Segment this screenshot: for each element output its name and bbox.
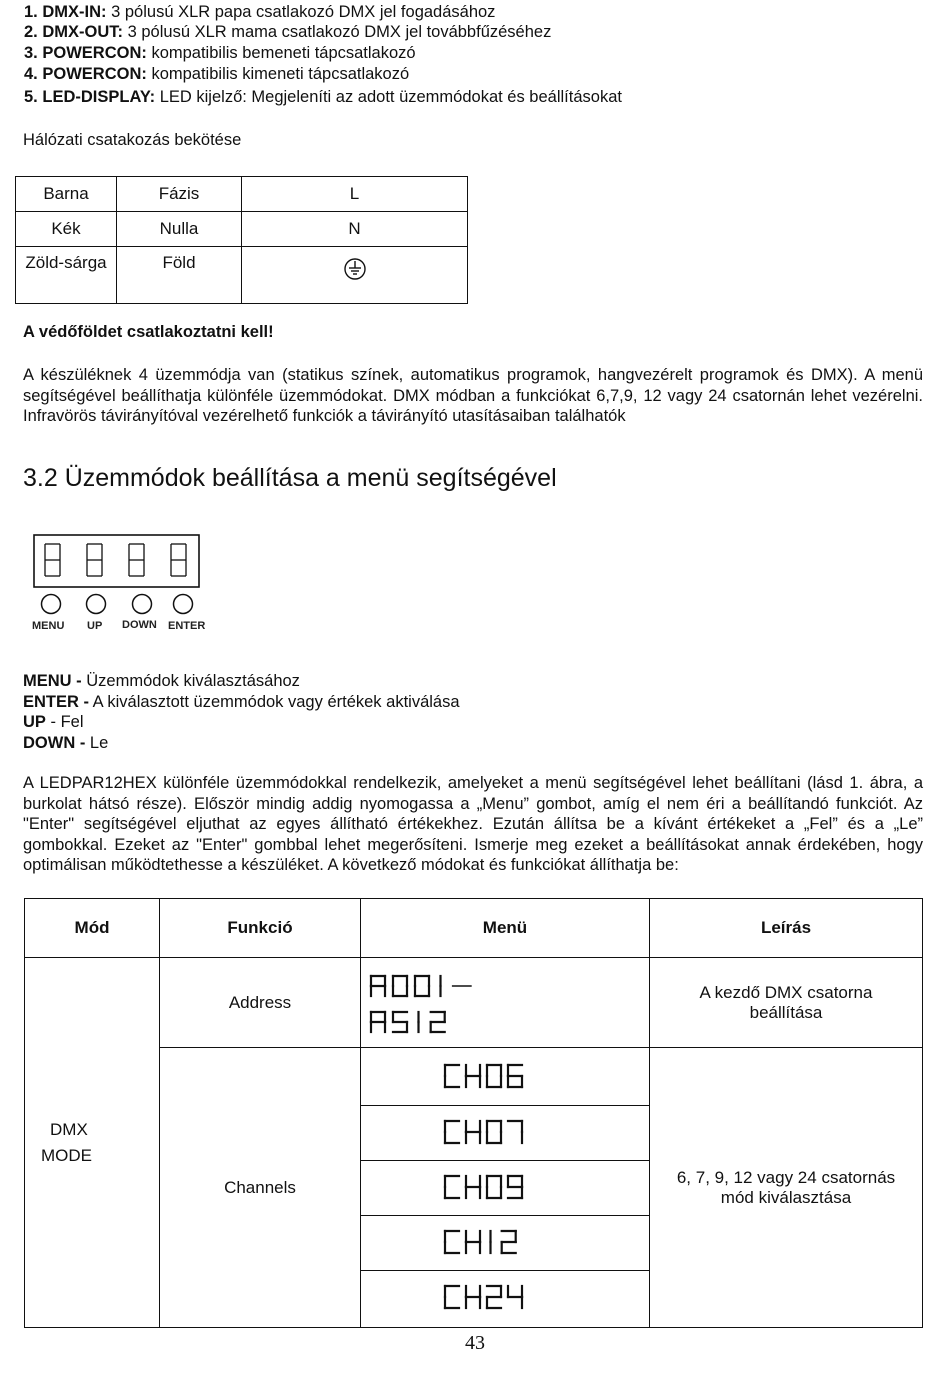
earth-icon bbox=[343, 257, 367, 281]
function-address: Address bbox=[160, 958, 361, 1048]
header-menu: Menü bbox=[361, 899, 650, 958]
channel-code-display bbox=[441, 1216, 551, 1268]
down-label: DOWN bbox=[122, 619, 157, 631]
definition-enter: ENTER - A kiválasztott üzemmódok vagy értékek aktiválása bbox=[23, 692, 460, 711]
segment-char bbox=[466, 1065, 480, 1087]
segment-char bbox=[393, 976, 407, 996]
function-channels: Channels bbox=[160, 1048, 361, 1328]
mode-table bbox=[24, 898, 923, 1328]
channels-menu-cell bbox=[361, 1048, 650, 1328]
button-row bbox=[36, 592, 211, 618]
wire-symbol: L bbox=[242, 177, 468, 212]
channel-code-display bbox=[441, 1106, 551, 1158]
mode-cell bbox=[25, 958, 160, 1328]
channels-description: 6, 7, 9, 12 vagy 24 csatornás mód kiválasztása bbox=[650, 1048, 923, 1328]
address-description: A kezdő DMX csatorna beállítása bbox=[650, 958, 923, 1048]
wire-color: Kék bbox=[16, 212, 117, 247]
wire-color: Barna bbox=[16, 177, 117, 212]
segment-char bbox=[508, 1286, 522, 1308]
header-function: Funkció bbox=[160, 899, 361, 958]
connector-item-1: 1. DMX-IN: 3 pólusú XLR papa csatlakozó DMX jel fogadásához bbox=[24, 3, 496, 21]
segment-char bbox=[466, 1286, 480, 1308]
connector-item-4: 4. POWERCON: kompatibilis kimeneti tápcsatlakozó bbox=[24, 65, 410, 83]
enter-label: ENTER bbox=[168, 620, 206, 632]
definition-up: UP - Fel bbox=[23, 713, 84, 731]
mode-name-line2: MODE bbox=[41, 1145, 92, 1165]
header-description: Leírás bbox=[650, 899, 923, 958]
connector-item-2: 2. DMX-OUT: 3 pólusú XLR mama csatlakozó DMX jel továbbfűzéséhez bbox=[24, 23, 552, 41]
segment-char bbox=[371, 1012, 385, 1032]
connector-item-3: 3. POWERCON: kompatibilis bemeneti tápcsatlakozó bbox=[24, 44, 416, 62]
down-button[interactable] bbox=[133, 595, 152, 614]
segment-char bbox=[508, 1121, 522, 1143]
intro-paragraph: A készüléknek 4 üzemmódja van (statikus színek, automatikus programok, hangvezérelt programok és DMX). A menü segítségével beállíthatja különféle üzemmódokat. DMX módban a funkciókat 6,7,9, 12 vagy 24 csatornán lehet vezérelni. Infravörös távirányítóval vezérelhető funkciók a távirányító utasításaiban találhatók bbox=[23, 366, 923, 425]
segment-char bbox=[466, 1121, 480, 1143]
channel-code-display bbox=[441, 1271, 551, 1323]
wire-symbol: N bbox=[242, 212, 468, 247]
up-label: UP bbox=[87, 620, 103, 632]
wiring-row bbox=[16, 247, 468, 304]
segment-char bbox=[445, 1286, 459, 1308]
body-paragraph: A LEDPAR12HEX különféle üzemmódokkal rendelkezik, amelyeket a menü segítségével lehet beállítani (lásd 1. ábra, a burkolat hátsó része). Először mindig addig nyomogassa a „Menu” gombot, amíg el nem éri a beállítandó funkciót. Az "Enter" segítségével eljuthat az egyes állítható értékekhez. Ezután állítsa be a kívánt értékeket a „Fel” és a „Le” gombokkal. Ezeket az "Enter" gombbal lehet megerősíteni. Ismerje meg ezeket a beállításokat annak érdekében, hogy optimálisan működtethesse a készüléket. A következő módokat és funkciókat állíthatja be: bbox=[23, 774, 923, 874]
wire-role: Nulla bbox=[117, 212, 242, 247]
address-menu-display bbox=[367, 963, 507, 1043]
segment-char bbox=[466, 1231, 480, 1253]
channel-option bbox=[361, 1105, 649, 1160]
channel-option bbox=[361, 1050, 649, 1105]
mode-name-line1: DMX bbox=[50, 1119, 88, 1139]
wire-role: Föld bbox=[117, 247, 242, 304]
segment-char bbox=[487, 1176, 501, 1198]
segment-char bbox=[466, 1176, 480, 1198]
network-title: Hálózati csatakozás bekötése bbox=[23, 131, 242, 149]
up-button[interactable] bbox=[87, 595, 106, 614]
segment-char bbox=[371, 976, 385, 996]
wire-symbol-cell bbox=[242, 247, 468, 304]
segment-char bbox=[487, 1121, 501, 1143]
segment-char bbox=[502, 1231, 516, 1253]
segment-char bbox=[415, 976, 429, 996]
warning-text: A védőföldet csatlakoztatni kell! bbox=[23, 323, 274, 341]
segment-char bbox=[445, 1231, 459, 1253]
enter-button[interactable] bbox=[174, 595, 193, 614]
menu-label: MENU bbox=[32, 620, 65, 632]
segment-char bbox=[487, 1286, 501, 1308]
wire-role: Fázis bbox=[117, 177, 242, 212]
wire-color: Zöld-sárga bbox=[16, 247, 117, 304]
channel-code-display bbox=[441, 1161, 551, 1213]
connector-item-5: 5. LED-DISPLAY: LED kijelző: Megjeleníti az adott üzemmódokat és beállításokat bbox=[24, 88, 622, 106]
channel-option bbox=[361, 1270, 649, 1325]
address-row bbox=[25, 958, 923, 1048]
segment-char bbox=[445, 1176, 459, 1198]
header-mode: Mód bbox=[25, 899, 160, 958]
segment-char bbox=[508, 1065, 522, 1087]
segment-char bbox=[445, 1065, 459, 1087]
address-menu-cell bbox=[361, 958, 650, 1048]
definition-menu: MENU - Üzemmódok kiválasztásához bbox=[23, 672, 300, 690]
page-number: 43 bbox=[465, 1332, 485, 1354]
segment-char bbox=[487, 1065, 501, 1087]
channels-row bbox=[25, 1048, 923, 1328]
wiring-table bbox=[15, 176, 468, 304]
segment-char bbox=[508, 1176, 522, 1198]
definition-down: DOWN - Le bbox=[23, 733, 109, 752]
button-definitions bbox=[23, 671, 460, 753]
section-heading: 3.2 Üzemmódok beállítása a menü segítségével bbox=[23, 464, 557, 492]
segment-char bbox=[393, 1012, 407, 1032]
segment-char bbox=[431, 1012, 445, 1032]
channel-option bbox=[361, 1215, 649, 1270]
channel-option bbox=[361, 1160, 649, 1215]
wiring-row bbox=[16, 212, 468, 247]
led-display bbox=[33, 534, 213, 594]
menu-button[interactable] bbox=[42, 595, 61, 614]
segment-char bbox=[445, 1121, 459, 1143]
channel-code-display bbox=[441, 1050, 551, 1102]
control-panel bbox=[26, 530, 216, 640]
mode-table-header bbox=[25, 899, 923, 958]
wiring-row bbox=[16, 177, 468, 212]
